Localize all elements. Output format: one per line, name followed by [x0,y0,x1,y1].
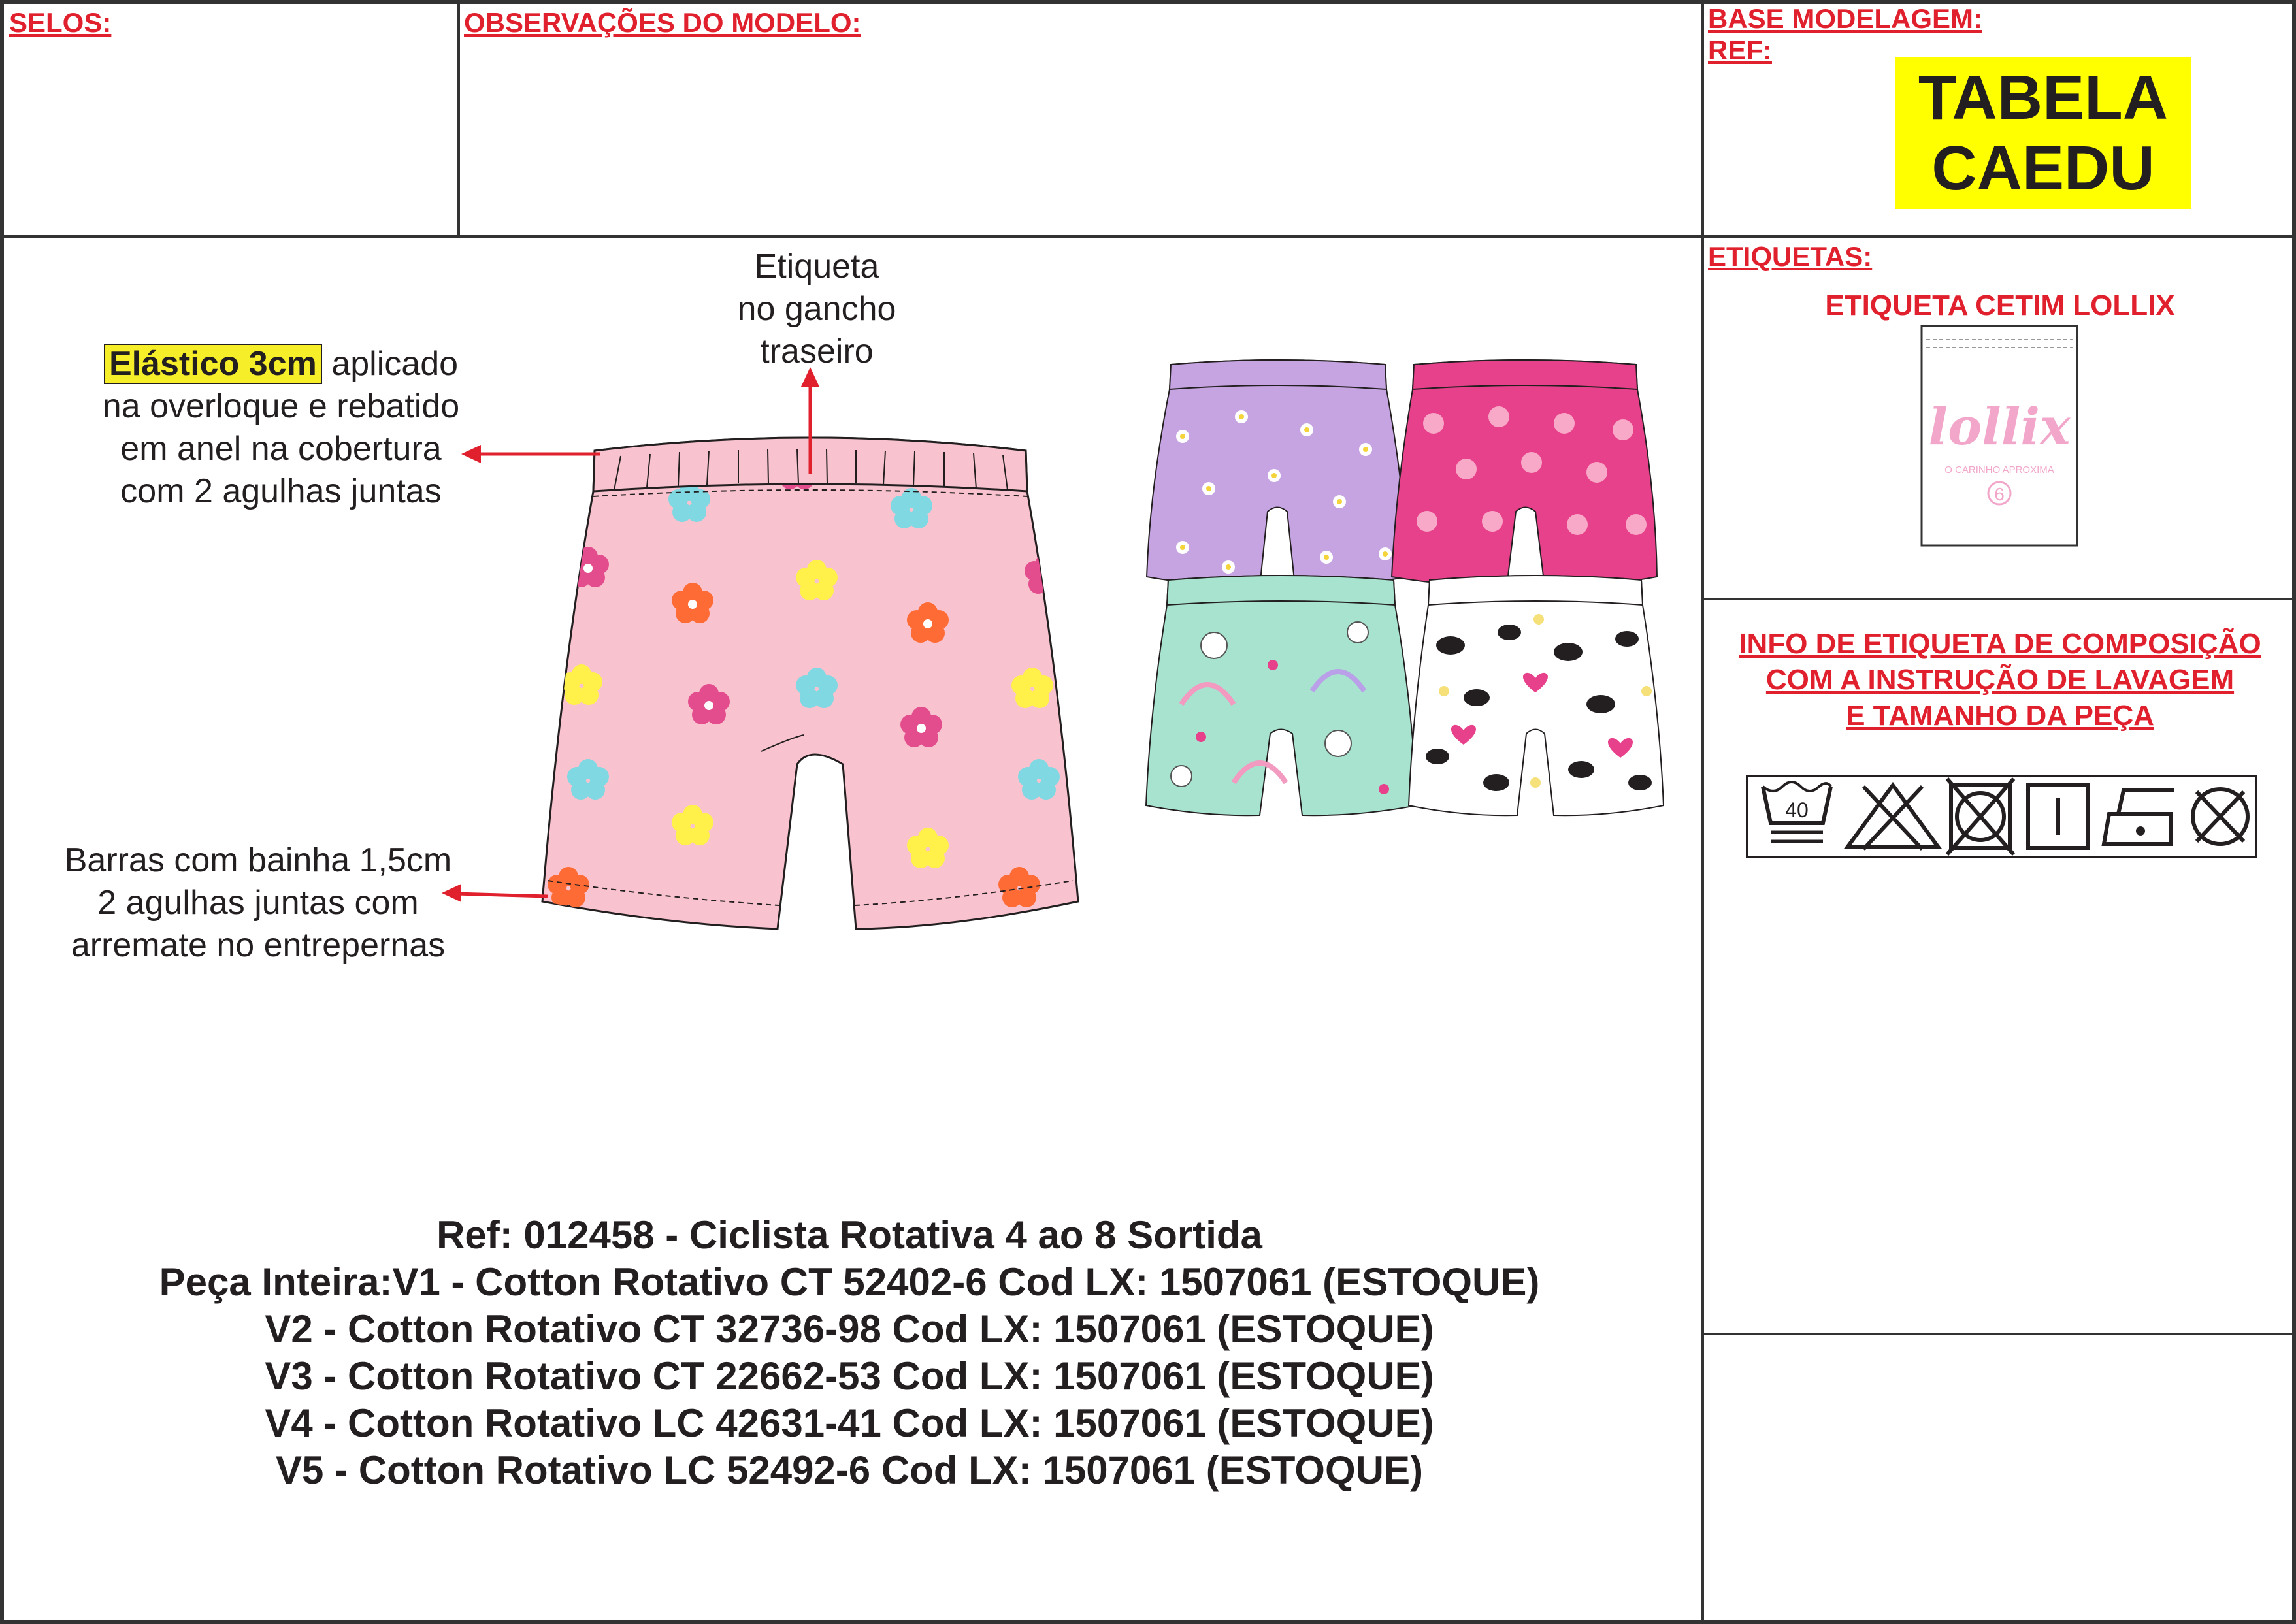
spec-v1-line: Peça Inteira:V1 - Cotton Rotativo CT 52402-6 Cod LX: 1507061 (ESTOQUE) [159,1260,1540,1304]
etiqueta-line1: Etiqueta [754,248,879,285]
base-modelagem-label: BASE MODELAGEM: [1708,3,1982,34]
composicao-line2: COM A INSTRUÇÃO DE LAVAGEM [1765,664,2235,696]
spec-v4-line: V4 - Cotton Rotativo LC 42631-41 Cod LX: 1507061 (ESTOQUE) [265,1401,1434,1445]
ref-label: REF: [1708,35,1772,65]
elastico-callout [59,343,503,513]
composicao-line3: E TAMANHO DA PEÇA [1846,700,2154,732]
tabela-line1: TABELA [1918,63,2169,133]
etiqueta-callout [686,246,947,373]
observacoes-label: OBSERVAÇÕES DO MODELO: [464,7,861,38]
tabela-line2: CAEDU [1931,133,2155,203]
elastico-line4: com 2 agulhas juntas [120,472,442,510]
lollix-size: 6 [1994,484,2005,504]
barras-line2: 2 agulhas juntas com [97,884,419,922]
barras-line1: Barras com bainha 1,5cm [64,841,452,879]
selos-label: SELOS: [9,7,112,38]
product-specs [0,1212,1699,1494]
elastico-line1-rest: aplicado [321,345,459,383]
elastico-line2: na overloque e rebatido [102,387,460,425]
etiqueta-line2: no gancho [737,290,896,328]
spec-v3-line: V3 - Cotton Rotativo CT 22662-53 Cod LX: 1507061 (ESTOQUE) [265,1354,1434,1398]
elastico-highlight: Elástico 3cm [104,344,322,384]
barras-line3: arremate no entrepernas [71,926,446,964]
lollix-logo-text: lollix [1928,397,2071,457]
wash-temp: 40 [1785,798,1809,822]
barras-callout [33,839,484,967]
elastico-line1 [59,343,503,385]
spec-v5-line: V5 - Cotton Rotativo LC 52492-6 Cod LX: 1507061 (ESTOQUE) [276,1448,1423,1492]
spec-ref-line: Ref: 012458 - Ciclista Rotativa 4 ao 8 Sortida [436,1213,1262,1257]
lollix-tagline: O CARINHO APROXIMA [1944,464,2054,476]
etiqueta-cetim-title: ETIQUETA CETIM LOLLIX [1825,289,2175,321]
spec-v2-line: V2 - Cotton Rotativo CT 32736-98 Cod LX: 1507061 (ESTOQUE) [265,1307,1434,1351]
composicao-line1: INFO DE ETIQUETA DE COMPOSIÇÃO [1739,628,2261,660]
elastico-line3: em anel na cobertura [120,430,442,468]
etiqueta-line3: traseiro [760,333,874,370]
etiquetas-label: ETIQUETAS: [1708,241,1873,272]
